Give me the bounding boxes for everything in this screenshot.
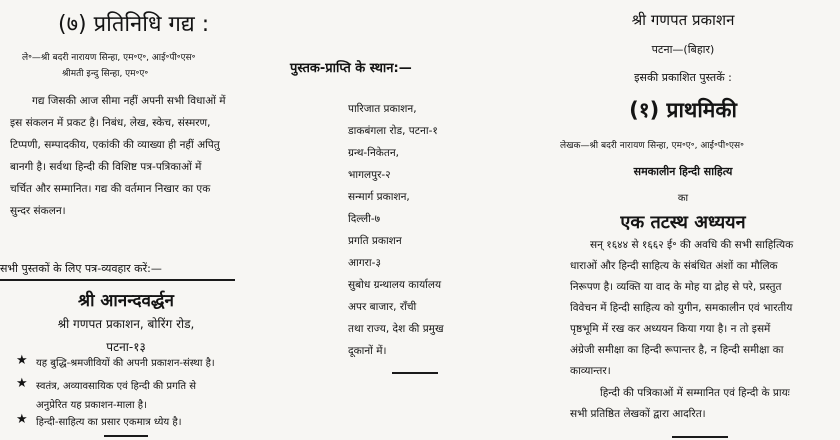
text-line: हिन्दी की पत्रिकाओं में सम्मानित एवं हिन्दी के प्रायः xyxy=(600,387,790,399)
text-line: ग्रन्थ-निकेतन, xyxy=(348,147,399,159)
text-line: अंग्रेजी समीक्षा का हिन्दी रूपान्तर है, न हिन्दी समीक्षा का xyxy=(570,344,784,356)
book-title: (७) प्रतिनिधि गद्य : xyxy=(58,12,210,37)
text-line: गद्य जिसकी आज सीमा नहीं अपनी सभी विधाओं में xyxy=(32,95,226,107)
text-line: निरूपण है। व्यक्ति या वाद के मोह या द्रोह से परे, प्रस्तुत xyxy=(570,281,782,293)
text-line: तथा राज्य, देश की प्रमुख xyxy=(348,323,444,335)
bullet-text: हिन्दी-साहित्य का प्रसार एकमात्र ध्येय है। xyxy=(36,417,182,428)
books-heading: इसकी प्रकाशित पुस्तकें : xyxy=(634,71,732,84)
left-column xyxy=(0,0,270,440)
text-line: इस संकलन में प्रकट है। निबंध, लेख, स्केच, संस्मरण, xyxy=(10,117,211,129)
star-icon: ★ xyxy=(16,353,28,368)
text-line: टिप्पणी, सम्पादकीय, एकांकी की व्याख्या ही नहीं अपितु xyxy=(10,139,220,151)
bullet-text: यह बुद्धि-श्रमजीवियों की अपनी प्रकाशन-संस्था है। xyxy=(36,358,215,369)
text-line: सुबोध ग्रन्थालय कार्यालय xyxy=(348,279,442,291)
middle-column xyxy=(290,0,510,440)
rule xyxy=(104,435,148,437)
text-line: धाराओं और हिन्दी साहित्य के संबंधित अंशों का मौलिक xyxy=(570,260,778,272)
text-line: डाकबंगला रोड, पटना-१ xyxy=(348,125,438,137)
star-icon: ★ xyxy=(16,412,28,427)
text-line: सन्मार्ग प्रकाशन, xyxy=(348,191,410,203)
text-line: दूकानों में। xyxy=(348,345,387,357)
text-line: पारिजात प्रकाशन, xyxy=(348,103,417,115)
address-line: पटना-१३ xyxy=(106,340,146,354)
right-column xyxy=(560,0,840,440)
bullet-text: अनुप्रेरित यह प्रकाशन-माला है। xyxy=(36,400,147,411)
publisher-city: पटना—(बिहार) xyxy=(651,43,715,56)
text-line: चर्चित और सम्मानित। गद्य की वर्तमान निखार का एक xyxy=(10,183,211,195)
text-line: विवेचन में हिन्दी साहित्य को युगीन, समकालीन एवं भारतीय xyxy=(570,302,793,314)
text-line: बानगी है। सर्वथा हिन्दी की विशिष्ट पत्र-पत्रिकाओं में xyxy=(10,161,202,173)
bullet-text: स्वतंत्र, अव्यावसायिक एवं हिन्दी की प्रगति से xyxy=(36,381,196,392)
text-line: सभी प्रतिष्ठित लेखकों द्वारा आदरित। xyxy=(570,408,706,420)
text-line: भागलपुर-२ xyxy=(348,169,391,181)
text-line: प्रगति प्रकाशन xyxy=(348,235,402,247)
text-line: काव्यान्तर। xyxy=(570,365,611,377)
text-line: दिल्ली-७ xyxy=(348,213,381,225)
rule xyxy=(672,436,728,438)
connector-text: का xyxy=(677,193,689,204)
places-heading: पुस्तक-प्राप्ति के स्थान:— xyxy=(290,61,412,76)
book-subject: समकालीन हिन्दी साहित्य xyxy=(633,165,733,178)
contact-name: श्री आनन्दवर्द्धन xyxy=(78,291,174,311)
editors-line: श्रीमती इन्दु सिन्हा, एम॰ए॰ xyxy=(62,69,149,79)
text-line: सन् १६४४ से १६६२ ई॰ की अवधि की सभी साहित्यिक xyxy=(590,239,794,251)
author-line: लेखक—श्री बदरी नारायण सिन्हा, एम॰ए॰, आई॰पी॰एस॰ xyxy=(560,141,744,151)
text-line: सुन्दर संकलन। xyxy=(10,205,66,217)
text-line: पृष्ठभूमि में रख कर अध्ययन किया गया है। न तो इसमें xyxy=(570,323,771,335)
correspondence-heading: सभी पुस्तकों के लिए पत्र-व्यवहार करें:— xyxy=(0,262,162,275)
rule xyxy=(0,279,235,281)
text-line: अपर बाजार, राँची xyxy=(348,301,417,313)
book-title: (१) प्राथमिकी xyxy=(629,98,737,122)
book-subtitle: एक तटस्थ अध्ययन xyxy=(620,212,746,233)
address-line: श्री गणपत प्रकाशन, बोरिंग रोड, xyxy=(57,317,195,331)
editors-line: ले॰—श्री बदरी नारायण सिन्हा, एम॰ए॰, आई॰पी॰एस॰ xyxy=(22,53,196,63)
publisher-name: श्री गणपत प्रकाशन xyxy=(631,11,735,29)
star-icon: ★ xyxy=(16,376,28,391)
text-line: आगरा-३ xyxy=(348,257,381,269)
rule xyxy=(392,372,438,374)
